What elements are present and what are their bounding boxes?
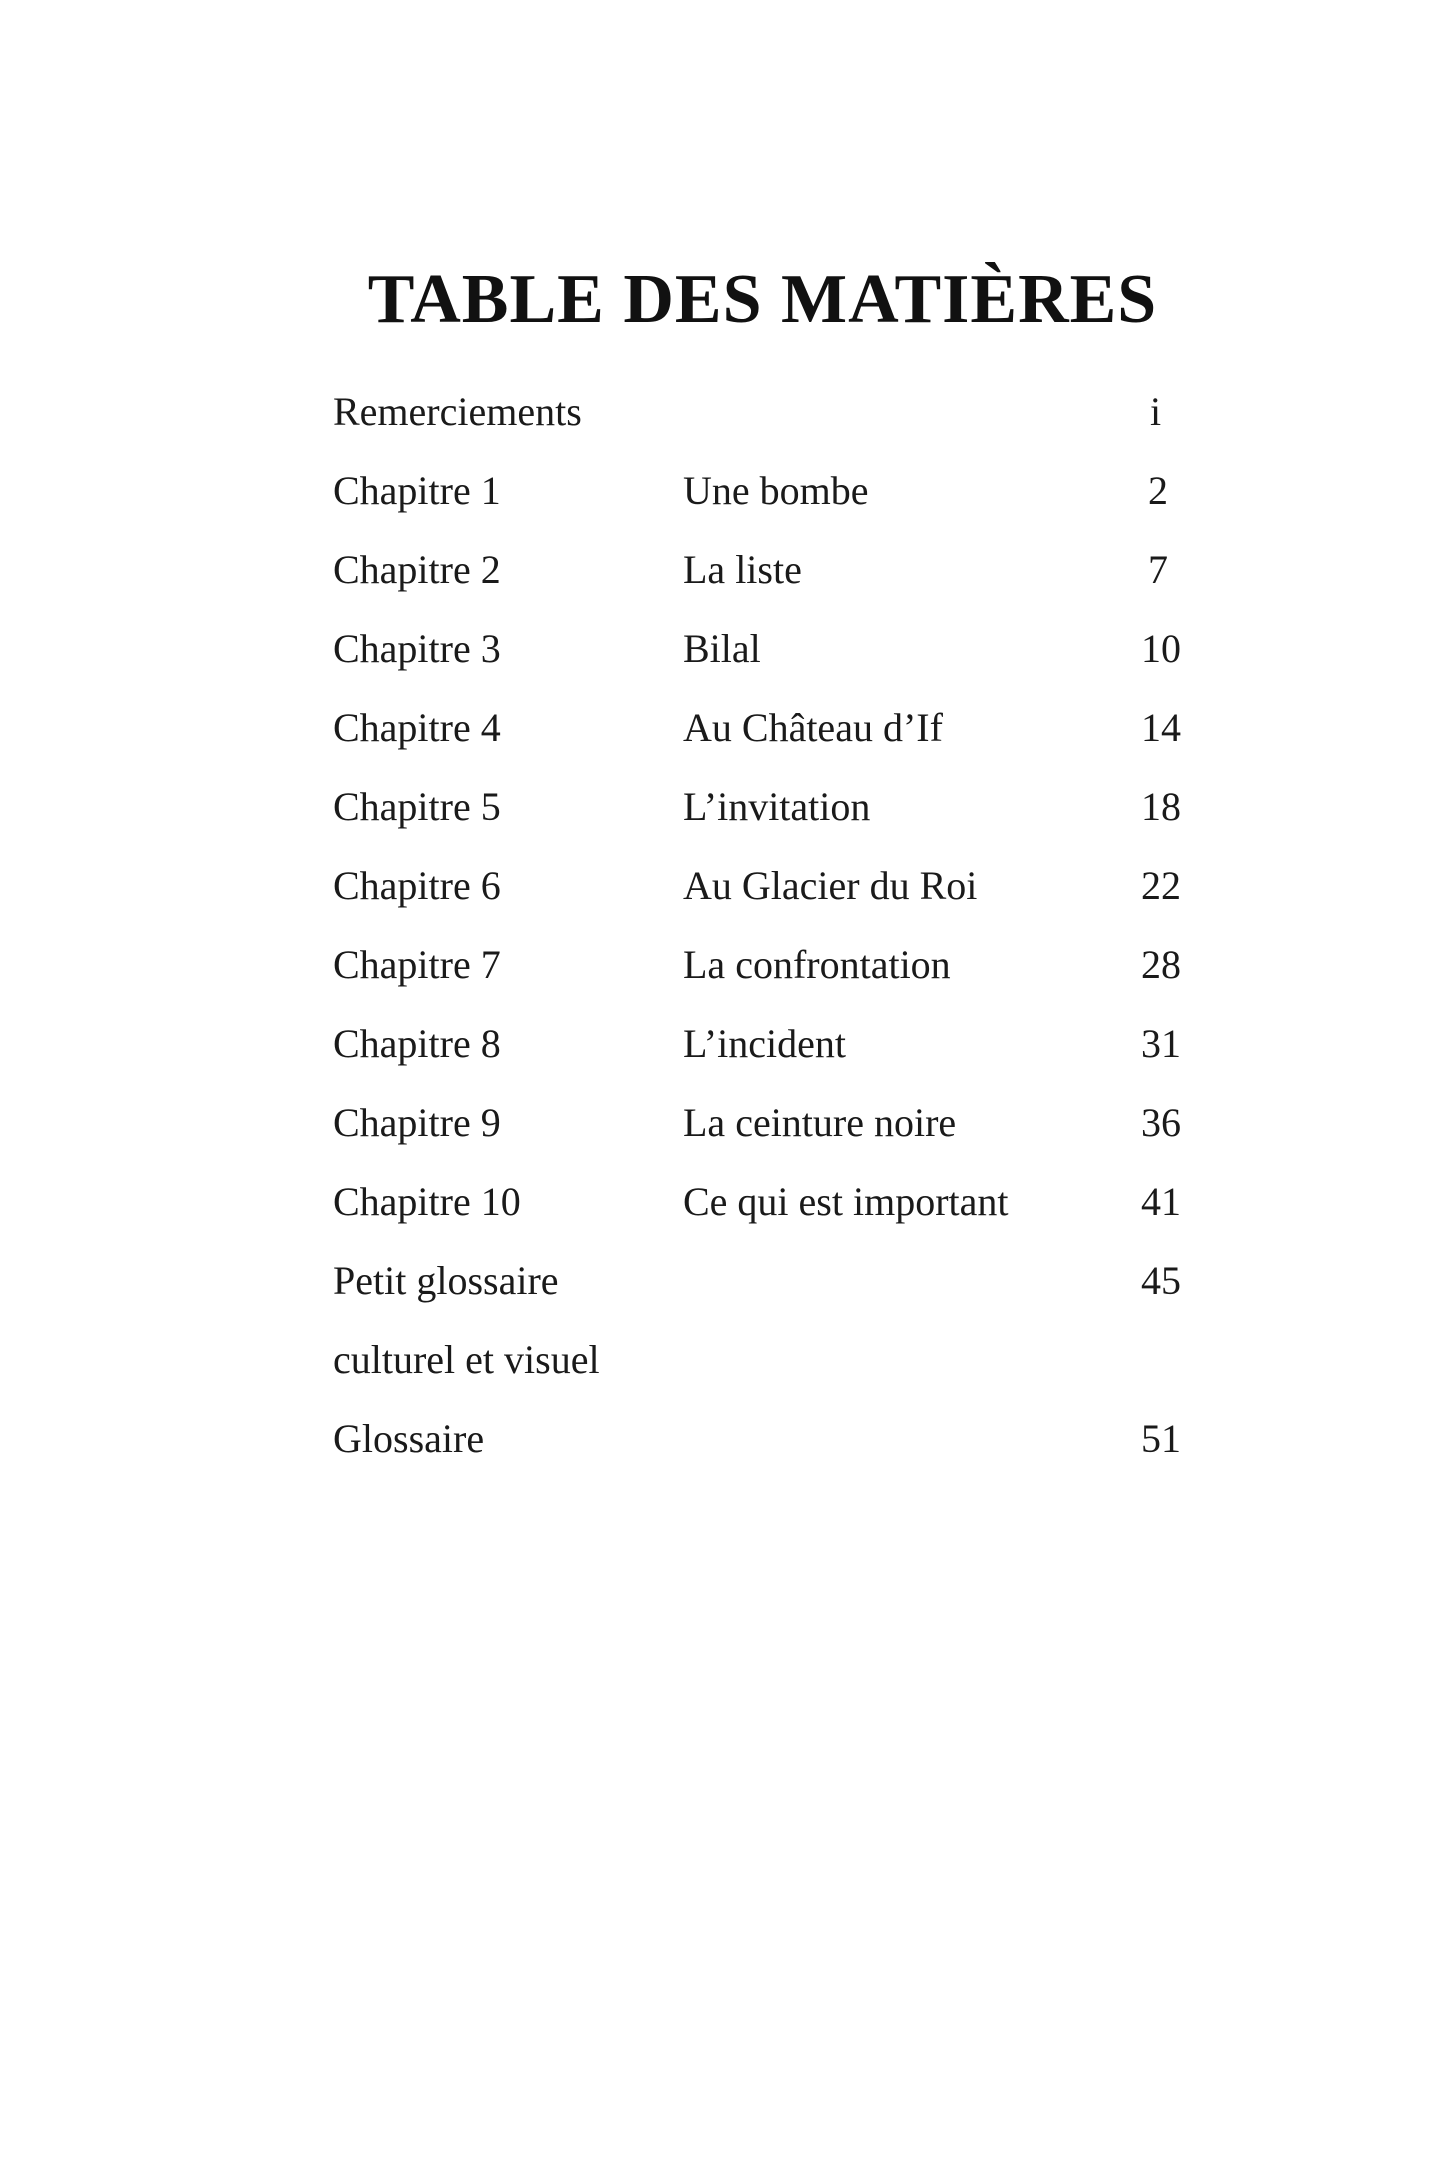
- toc-entry-chapter-7: [333, 935, 1213, 1014]
- toc-entry-label: Chapitre 5: [333, 784, 501, 829]
- toc-entry-label: Chapitre 7: [333, 942, 501, 987]
- toc-entry-label: Chapitre 3: [333, 626, 501, 671]
- toc-entry-chapter-title: Ce qui est important: [683, 1179, 1009, 1224]
- toc-entry-page-number: 41: [1141, 1179, 1181, 1224]
- toc-entry-page-number: i: [1150, 389, 1162, 434]
- toc-entry-chapter-1: [333, 461, 1213, 540]
- toc-entry-label: culturel et visuel: [333, 1337, 600, 1382]
- toc-entry-page-number: 31: [1141, 1021, 1181, 1066]
- toc-entry-cultural-glossary-continued: [333, 1330, 1213, 1409]
- toc-entry-page-number: 7: [1148, 547, 1168, 592]
- toc-entry-cultural-glossary: [333, 1251, 1213, 1330]
- toc-entry-label: Chapitre 1: [333, 468, 501, 513]
- toc-entry-label: Glossaire: [333, 1416, 485, 1461]
- toc-entry-chapter-5: [333, 777, 1213, 856]
- toc-entry-page-number: 28: [1141, 942, 1181, 987]
- toc-entry-chapter-title: Au Glacier du Roi: [683, 863, 978, 908]
- toc-entry-label: Petit glossaire: [333, 1258, 559, 1303]
- toc-entry-chapter-title: Bilal: [683, 626, 761, 671]
- toc-entry-chapter-title: La confrontation: [683, 942, 951, 987]
- toc-entry-label: Chapitre 4: [333, 705, 501, 750]
- toc-entry-chapter-title: L’invitation: [683, 784, 871, 829]
- toc-entry-label: Remerciements: [333, 389, 582, 434]
- toc-entry-chapter-title: Au Château d’If: [683, 705, 943, 750]
- toc-entry-page-number: 51: [1141, 1416, 1181, 1461]
- toc-entry-page-number: 45: [1141, 1258, 1181, 1303]
- toc-entry-page-number: 18: [1141, 784, 1181, 829]
- toc-entry-chapter-title: La liste: [683, 547, 802, 592]
- toc-entry-chapter-2: [333, 540, 1213, 619]
- page-title: TABLE DES MATIÈRES: [367, 261, 1158, 338]
- toc-entry-chapter-title: L’incident: [683, 1021, 846, 1066]
- toc-entry-chapter-title: La ceinture noire: [683, 1100, 957, 1145]
- toc-entry-label: Chapitre 2: [333, 547, 501, 592]
- toc-entry-chapter-6: [333, 856, 1213, 935]
- toc-entry-chapter-10: [333, 1172, 1213, 1251]
- toc-entry-page-number: 36: [1141, 1100, 1181, 1145]
- toc-entry-page-number: 10: [1141, 626, 1181, 671]
- toc-entry-label: Chapitre 6: [333, 863, 501, 908]
- toc-entry-label: Chapitre 10: [333, 1179, 521, 1224]
- toc-entry-page-number: 22: [1141, 863, 1181, 908]
- toc-entry-chapter-title: Une bombe: [683, 468, 869, 513]
- toc-entry-page-number: 14: [1141, 705, 1181, 750]
- toc-entry-acknowledgements: [333, 382, 1213, 461]
- toc-entry-label: Chapitre 9: [333, 1100, 501, 1145]
- toc-entry-page-number: 2: [1148, 468, 1168, 513]
- toc-entry-label: Chapitre 8: [333, 1021, 501, 1066]
- table-of-contents: [333, 382, 1213, 1488]
- toc-entry-chapter-8: [333, 1014, 1213, 1093]
- toc-entry-chapter-3: [333, 619, 1213, 698]
- toc-entry-chapter-9: [333, 1093, 1213, 1172]
- toc-entry-chapter-4: [333, 698, 1213, 777]
- toc-entry-glossary: [333, 1409, 1213, 1488]
